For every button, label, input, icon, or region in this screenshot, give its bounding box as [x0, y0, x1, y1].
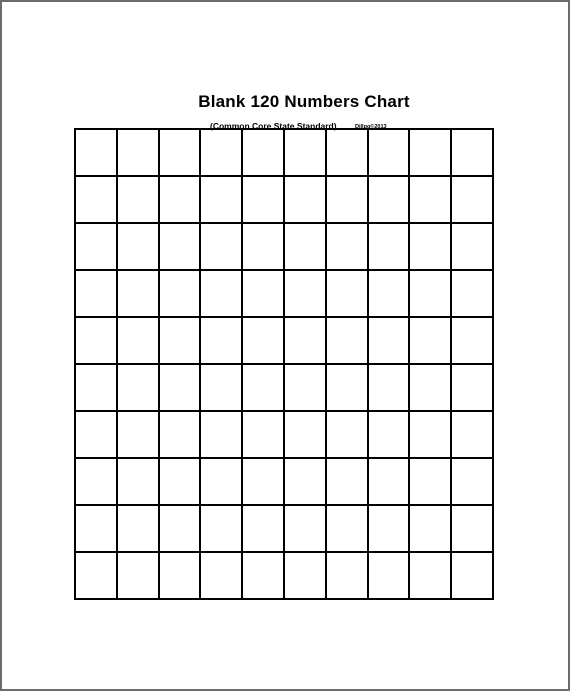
grid-cell: [118, 365, 160, 412]
grid-cell: [285, 459, 327, 506]
grid-cell: [76, 553, 118, 600]
grid-cell: [76, 412, 118, 459]
chart-title: Blank 120 Numbers Chart: [198, 92, 410, 111]
grid-cell: [369, 271, 411, 318]
grid-cell: [452, 553, 494, 600]
grid-cell: [76, 271, 118, 318]
grid-cell: [76, 318, 118, 365]
grid-cell: [201, 553, 243, 600]
grid-cell: [452, 271, 494, 318]
grid-cell: [327, 271, 369, 318]
grid-cell: [410, 130, 452, 177]
grid-cell: [76, 459, 118, 506]
grid-cell: [201, 365, 243, 412]
grid-cell: [201, 130, 243, 177]
grid-cell: [243, 177, 285, 224]
grid-cell: [118, 506, 160, 553]
grid-cell: [118, 224, 160, 271]
grid-cell: [243, 412, 285, 459]
grid-cell: [369, 412, 411, 459]
grid-cell: [243, 130, 285, 177]
grid-cell: [369, 553, 411, 600]
grid-cell: [201, 459, 243, 506]
grid-cell: [327, 506, 369, 553]
grid-cell: [285, 365, 327, 412]
grid-cell: [410, 506, 452, 553]
grid-cell: [285, 553, 327, 600]
grid-cell: [369, 177, 411, 224]
grid-cell: [160, 365, 202, 412]
grid-cell: [410, 224, 452, 271]
grid-cell: [369, 506, 411, 553]
grid-cell: [160, 412, 202, 459]
grid-cell: [118, 318, 160, 365]
grid-cell: [160, 553, 202, 600]
blank-number-grid: [74, 128, 494, 600]
grid-cell: [452, 224, 494, 271]
grid-cell: [160, 177, 202, 224]
grid-cell: [160, 130, 202, 177]
grid-cell: [243, 553, 285, 600]
grid-cell: [369, 318, 411, 365]
grid-cell: [201, 506, 243, 553]
grid-cell: [327, 459, 369, 506]
grid-cell: [76, 365, 118, 412]
grid-cell: [243, 459, 285, 506]
grid-cell: [285, 224, 327, 271]
grid-cell: [243, 224, 285, 271]
grid-cell: [410, 318, 452, 365]
grid-cell: [285, 177, 327, 224]
grid-cell: [410, 459, 452, 506]
grid-cell: [201, 224, 243, 271]
grid-cell: [285, 271, 327, 318]
grid-cell: [201, 412, 243, 459]
grid-cell: [243, 506, 285, 553]
grid-cell: [369, 459, 411, 506]
grid-cell: [160, 506, 202, 553]
grid-cell: [369, 365, 411, 412]
grid-cell: [118, 553, 160, 600]
grid-cell: [369, 224, 411, 271]
grid-cell: [201, 318, 243, 365]
grid-cell: [410, 553, 452, 600]
grid-cell: [410, 271, 452, 318]
copyright-credit: Dillpg©2013: [355, 124, 387, 130]
grid-cell: [201, 177, 243, 224]
grid-cell: [285, 506, 327, 553]
grid-cell: [452, 177, 494, 224]
grid-cell: [410, 412, 452, 459]
grid-cell: [327, 177, 369, 224]
grid-cell: [452, 365, 494, 412]
chart-subtitle: (Common Core State Standard): [210, 121, 337, 131]
grid-cell: [327, 365, 369, 412]
grid-cell: [327, 412, 369, 459]
grid-cell: [243, 365, 285, 412]
grid-cell: [76, 177, 118, 224]
grid-cell: [369, 130, 411, 177]
grid-cell: [160, 271, 202, 318]
grid-cell: [160, 318, 202, 365]
grid-cell: [118, 177, 160, 224]
grid-cell: [76, 224, 118, 271]
grid-cell: [76, 506, 118, 553]
grid-cell: [452, 130, 494, 177]
grid-cell: [201, 271, 243, 318]
grid-cell: [118, 271, 160, 318]
grid-cell: [452, 459, 494, 506]
grid-cell: [452, 318, 494, 365]
grid-cell: [327, 553, 369, 600]
grid-cell: [452, 412, 494, 459]
grid-cell: [118, 459, 160, 506]
grid-cell: [118, 130, 160, 177]
grid-cell: [327, 224, 369, 271]
grid-cell: [410, 365, 452, 412]
grid-cell: [327, 318, 369, 365]
grid-cell: [327, 130, 369, 177]
grid-cell: [285, 318, 327, 365]
grid-cell: [76, 130, 118, 177]
grid-cell: [285, 412, 327, 459]
grid-cell: [410, 177, 452, 224]
grid-cell: [243, 318, 285, 365]
grid-cell: [243, 271, 285, 318]
grid-cell: [160, 224, 202, 271]
grid-cell: [118, 412, 160, 459]
grid-cell: [160, 459, 202, 506]
grid-cell: [452, 506, 494, 553]
grid-cell: [285, 130, 327, 177]
